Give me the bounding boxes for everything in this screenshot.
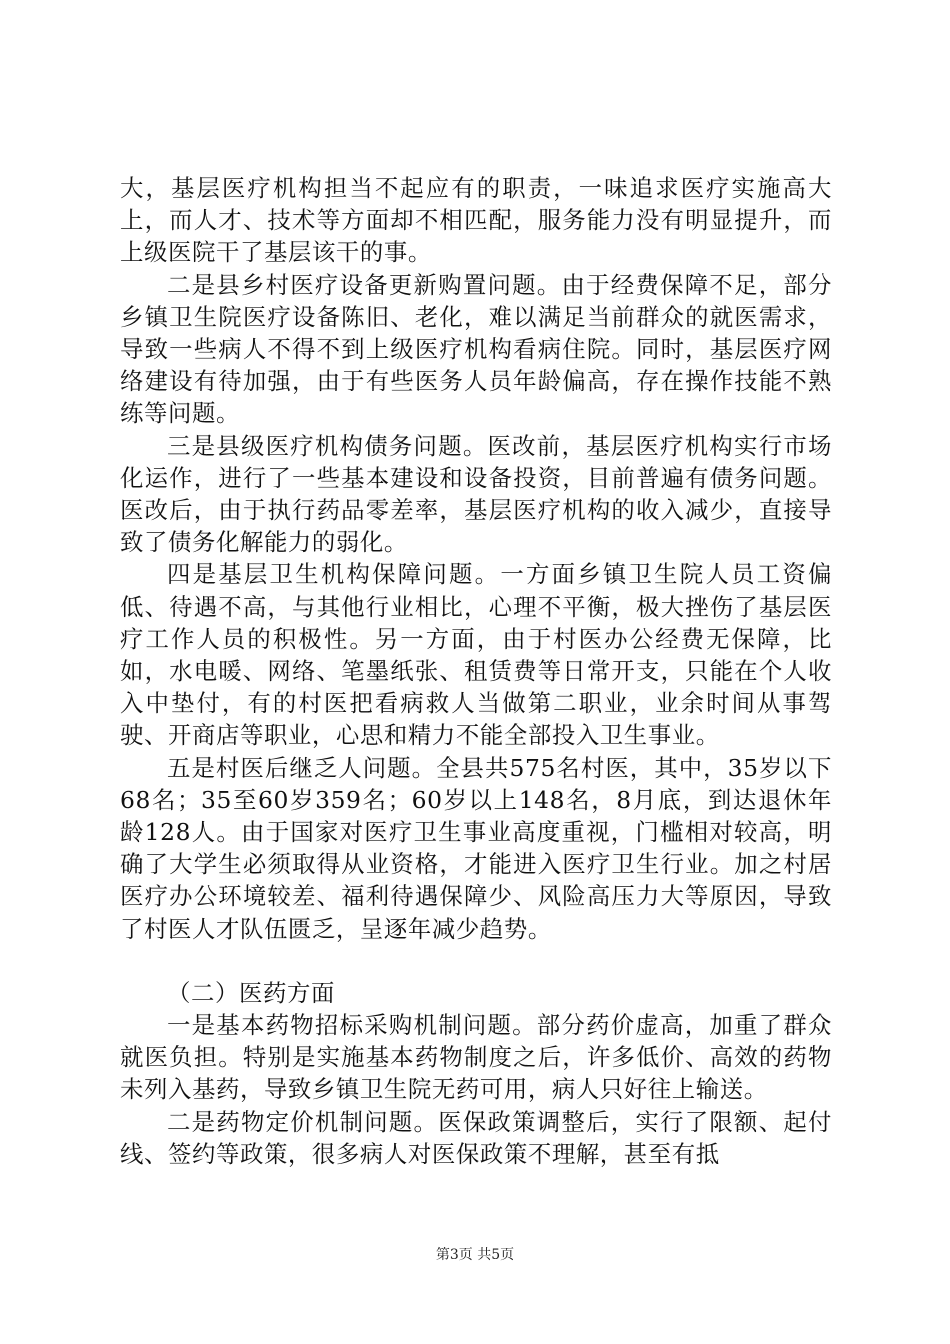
paragraph-grassroots-guarantee: 四是基层卫生机构保障问题。一方面乡镇卫生院人员工资偏低、待遇不高，与其他行业相比，心理不平衡，极大挫伤了基层医疗工作人员的积极性。另一方面，由于村医办公经费无保障，比如，水电暖、网络、笔墨纸张、租赁费等日常开支，只能在个人收入中垫付，有的村医把看病救人当做第二职业，业余时间从事驾驶、开商店等职业，心思和精力不能全部投入卫生事业。 (120, 560, 832, 750)
paragraph-medical-equipment: 二是县乡村医疗设备更新购置问题。由于经费保障不足，部分乡镇卫生院医疗设备陈旧、老化，难以满足当前群众的就医需求，导致一些病人不得不到上级医疗机构看病住院。同时，基层医疗网络建设有待加强，由于有些医务人员年龄偏高，存在操作技能不熟练等问题。 (120, 270, 832, 428)
document-body (120, 172, 832, 1170)
section-heading-medicine: （二）医药方面 (167, 978, 335, 1007)
page-footer (0, 1246, 950, 1264)
paragraph-drug-pricing: 二是药物定价机制问题。医保政策调整后，实行了限额、起付线、签约等政策，很多病人对医保政策不理解，甚至有抵 (120, 1107, 832, 1168)
paragraph-drug-procurement: 一是基本药物招标采购机制问题。部分药价虚高，加重了群众就医负担。特别是实施基本药物制度之后，许多低价、高效的药物未列入基药，导致乡镇卫生院无药可用，病人只好往上输送。 (120, 1011, 832, 1104)
paragraph-county-debt: 三是县级医疗机构债务问题。医改前，基层医疗机构实行市场化运作，进行了一些基本建设和设备投资，目前普遍有债务问题。医改后，由于执行药品零差率，基层医疗机构的收入减少，直接导致了债务化解能力的弱化。 (120, 431, 832, 557)
page-indicator: 第3页 共5页 (435, 1247, 515, 1263)
paragraph-continuation: 大，基层医疗机构担当不起应有的职责，一味追求医疗实施高大上，而人才、技术等方面却不相匹配，服务能力没有明显提升，而上级医院干了基层该干的事。 (120, 174, 832, 267)
paragraph-village-doctor-shortage: 五是村医后继乏人问题。全县共575名村医，其中，35岁以下68名；35至60岁359名；60岁以上148名，8月底，到达退休年龄128人。由于国家对医疗卫生事业高度重视，门槛相对较高，明确了大学生必须取得从业资格，才能进入医疗卫生行业。加之村居医疗办公环境较差、福利待遇保障少、风险高压力大等原因，导致了村医人才队伍匮乏，呈逐年减少趋势。 (120, 753, 832, 943)
